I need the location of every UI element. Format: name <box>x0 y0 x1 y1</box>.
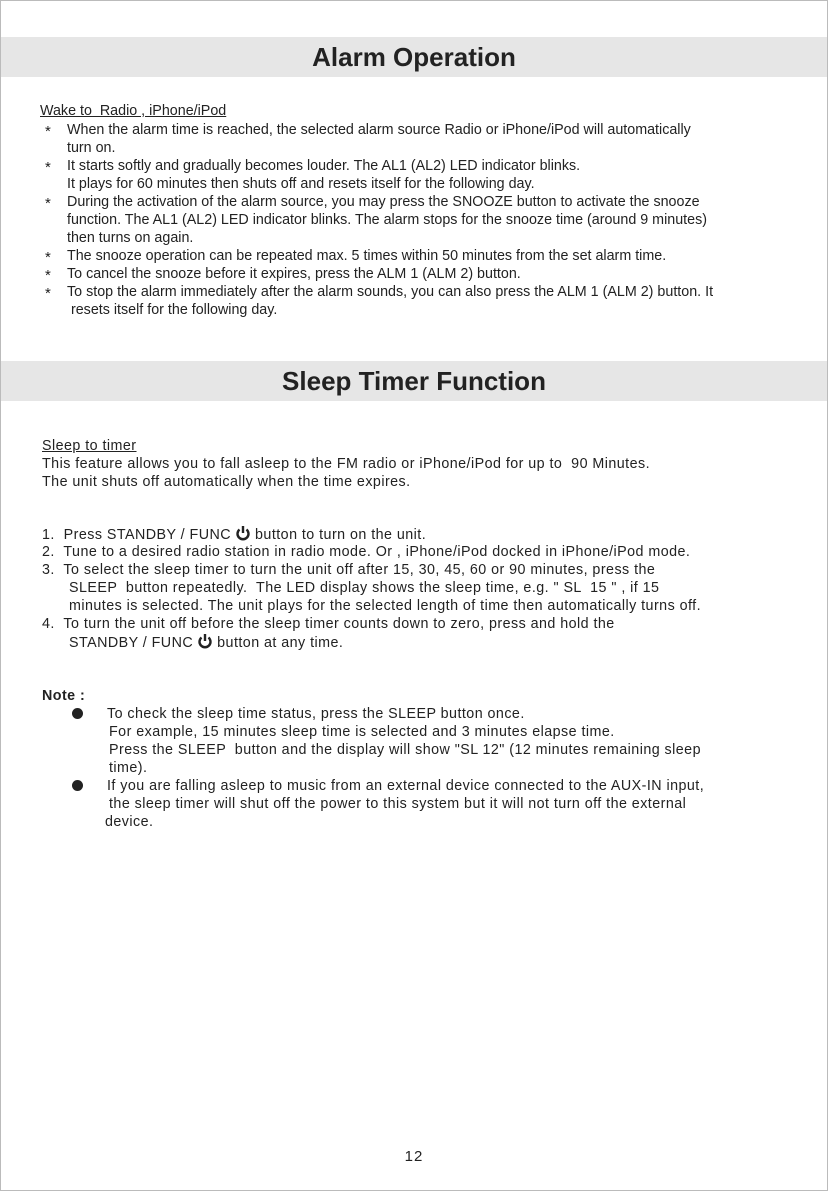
alarm-item-line: function. The AL1 (AL2) LED indicator blinks. The alarm stops for the snooze time (around 9 minutes) <box>67 212 707 228</box>
note-line: If you are falling asleep to music from an external device connected to the AUX-IN input, <box>107 778 705 794</box>
intro-line: The unit shuts off automatically when the time expires. <box>42 474 411 490</box>
step-4: 4. To turn the unit off before the sleep timer counts down to zero, press and hold the <box>42 616 615 632</box>
note-line: the sleep timer will shut off the power to this system but it will not turn off the external <box>109 796 687 812</box>
intro-line: This feature allows you to fall asleep to the FM radio or iPhone/iPod for up to 90 Minutes. <box>42 456 651 472</box>
note-line: Press the SLEEP button and the display will show "SL 12" (12 minutes remaining sleep <box>109 742 701 758</box>
sleep-subheading: Sleep to timer <box>42 438 137 454</box>
step-3: SLEEP button repeatedly. The LED display shows the sleep time, e.g. " SL 15 " , if 15 <box>69 580 660 596</box>
alarm-item-line: turn on. <box>67 140 116 156</box>
sleep-timer-heading: Sleep Timer Function <box>1 361 827 401</box>
alarm-item-line: It plays for 60 minutes then shuts off and resets itself for the following day. <box>67 176 535 192</box>
note-line: time). <box>109 760 148 776</box>
note-label: Note : <box>42 688 86 704</box>
wake-to-subheading: Wake to Radio , iPhone/iPod <box>40 103 227 119</box>
alarm-item-line: During the activation of the alarm source, you may press the SNOOZE button to activate the snooze <box>67 194 700 210</box>
step-2: 2. Tune to a desired radio station in radio mode. Or , iPhone/iPod docked in iPhone/iPod mode. <box>42 544 691 560</box>
alarm-item-line: The snooze operation can be repeated max. 5 times within 50 minutes from the set alarm time. <box>67 248 667 264</box>
step-4: STANDBY / FUNC button at any time. <box>69 635 344 651</box>
alarm-item-line: To cancel the snooze before it expires, press the ALM 1 (ALM 2) button. <box>67 266 521 282</box>
alarm-item-line: then turns on again. <box>67 230 194 246</box>
note-line: device. <box>105 814 154 830</box>
alarm-item-line: It starts softly and gradually becomes louder. The AL1 (AL2) LED indicator blinks. <box>67 158 581 174</box>
bullet-dot-icon <box>72 780 83 791</box>
power-icon <box>197 633 213 649</box>
asterisk-bullet-icon: * <box>45 249 51 266</box>
note-line: For example, 15 minutes sleep time is selected and 3 minutes elapse time. <box>109 724 615 740</box>
asterisk-bullet-icon: * <box>45 267 51 284</box>
alarm-item-line: resets itself for the following day. <box>67 302 278 318</box>
note-line: To check the sleep time status, press the SLEEP button once. <box>107 706 525 722</box>
power-icon <box>235 525 251 541</box>
asterisk-bullet-icon: * <box>45 123 51 140</box>
alarm-operation-heading: Alarm Operation <box>1 37 827 77</box>
page-number: 12 <box>404 1148 424 1165</box>
asterisk-bullet-icon: * <box>45 195 51 212</box>
asterisk-bullet-icon: * <box>45 159 51 176</box>
step-3: minutes is selected. The unit plays for the selected length of time then automatically turns off. <box>69 598 701 614</box>
alarm-item-line: When the alarm time is reached, the selected alarm source Radio or iPhone/iPod will automatically <box>67 122 691 138</box>
step-3: 3. To select the sleep timer to turn the unit off after 15, 30, 45, 60 or 90 minutes, press the <box>42 562 656 578</box>
bullet-dot-icon <box>72 708 83 719</box>
asterisk-bullet-icon: * <box>45 285 51 302</box>
step-1: 1. Press STANDBY / FUNC button to turn on the unit. <box>42 527 427 543</box>
alarm-item-line: To stop the alarm immediately after the alarm sounds, you can also press the ALM 1 (ALM 2) button. It <box>67 284 714 300</box>
